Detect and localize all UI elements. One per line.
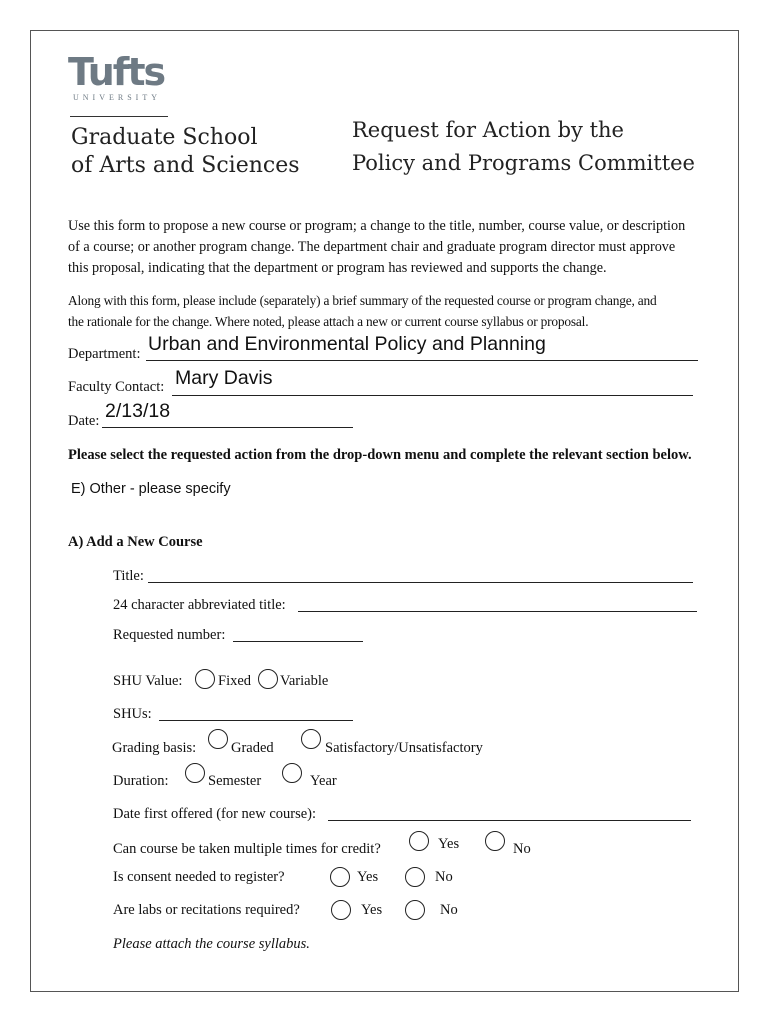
shu-fixed-label: Fixed: [218, 673, 252, 689]
consent-no-radio[interactable]: [405, 867, 425, 887]
grading-su-radio[interactable]: [301, 729, 321, 749]
duration-label: Duration:: [113, 773, 169, 789]
faculty-contact-field[interactable]: Mary Davis: [175, 367, 273, 389]
intro-line1: Use this form to propose a new course or program; a change to the title, number, course value, or description: [68, 218, 686, 234]
tufts-logo: Tufts: [68, 50, 165, 94]
date-offered-field[interactable]: [328, 820, 691, 821]
labs-no-label: No: [440, 902, 458, 918]
consent-yes-radio[interactable]: [330, 867, 350, 887]
labs-yes-radio[interactable]: [331, 900, 351, 920]
school-name-line2: of Arts and Sciences: [71, 153, 300, 178]
action-dropdown[interactable]: E) Other - please specify: [71, 481, 231, 497]
labs-label: Are labs or recitations required?: [113, 902, 300, 918]
date-offered-label: Date first offered (for new course):: [113, 806, 317, 822]
department-line: [146, 360, 698, 361]
faculty-contact-line: [172, 395, 693, 396]
multiple-credit-yes-label: Yes: [438, 836, 460, 852]
multiple-credit-yes-radio[interactable]: [409, 831, 429, 851]
duration-year-label: Year: [310, 773, 337, 789]
shu-variable-label: Variable: [280, 673, 329, 689]
intro-line5: the rationale for the change. Where noted, please attach a new or current course syllabus or proposal.: [68, 314, 589, 329]
grading-graded-label: Graded: [231, 740, 274, 756]
tufts-logo-subtitle: UNIVERSITY: [73, 93, 161, 102]
grading-su-label: Satisfactory/Unsatisfactory: [325, 740, 483, 756]
shus-label: SHUs:: [113, 706, 152, 722]
shu-fixed-radio[interactable]: [195, 669, 215, 689]
labs-yes-label: Yes: [361, 902, 383, 918]
shu-variable-radio[interactable]: [258, 669, 278, 689]
shu-value-label: SHU Value:: [113, 673, 183, 689]
requested-number-label: Requested number:: [113, 627, 226, 643]
grading-basis-label: Grading basis:: [112, 740, 197, 756]
intro-line2: of a course; or another program change. The department chair and graduate program director must approve: [68, 239, 676, 255]
multiple-credit-label: Can course be taken multiple times for credit?: [113, 841, 381, 857]
instruction-text: Please select the requested action from the drop-down menu and complete the relevant section below.: [68, 447, 692, 463]
consent-yes-label: Yes: [357, 869, 379, 885]
multiple-credit-no-radio[interactable]: [485, 831, 505, 851]
section-a-heading: A) Add a New Course: [68, 534, 203, 550]
logo-divider: [70, 116, 168, 117]
grading-graded-radio[interactable]: [208, 729, 228, 749]
consent-label: Is consent needed to register?: [113, 869, 285, 885]
abbrev-title-field[interactable]: [298, 611, 697, 612]
requested-number-field[interactable]: [233, 641, 363, 642]
title-field[interactable]: [148, 582, 693, 583]
labs-no-radio[interactable]: [405, 900, 425, 920]
syllabus-note: Please attach the course syllabus.: [113, 936, 310, 952]
shus-field[interactable]: [159, 720, 353, 721]
form-title-line1: Request for Action by the: [352, 118, 624, 142]
date-field[interactable]: 2/13/18: [105, 400, 171, 422]
department-label: Department:: [68, 346, 141, 362]
duration-semester-radio[interactable]: [185, 763, 205, 783]
consent-no-label: No: [435, 869, 453, 885]
abbrev-title-label: 24 character abbreviated title:: [113, 597, 286, 613]
school-name-line1: Graduate School: [71, 125, 258, 150]
duration-semester-label: Semester: [208, 773, 262, 789]
title-label: Title:: [113, 568, 144, 584]
intro-line4: Along with this form, please include (separately) a brief summary of the requested course or program change, and: [68, 293, 657, 308]
form-title-line2: Policy and Programs Committee: [352, 151, 695, 175]
department-field[interactable]: Urban and Environmental Policy and Planning: [148, 333, 546, 355]
date-line: [102, 427, 353, 428]
duration-year-radio[interactable]: [282, 763, 302, 783]
faculty-contact-label: Faculty Contact:: [68, 379, 165, 395]
multiple-credit-no-label: No: [513, 841, 531, 857]
intro-line3: this proposal, indicating that the department or program has reviewed and supports the change.: [68, 260, 607, 276]
date-label: Date:: [68, 413, 100, 429]
